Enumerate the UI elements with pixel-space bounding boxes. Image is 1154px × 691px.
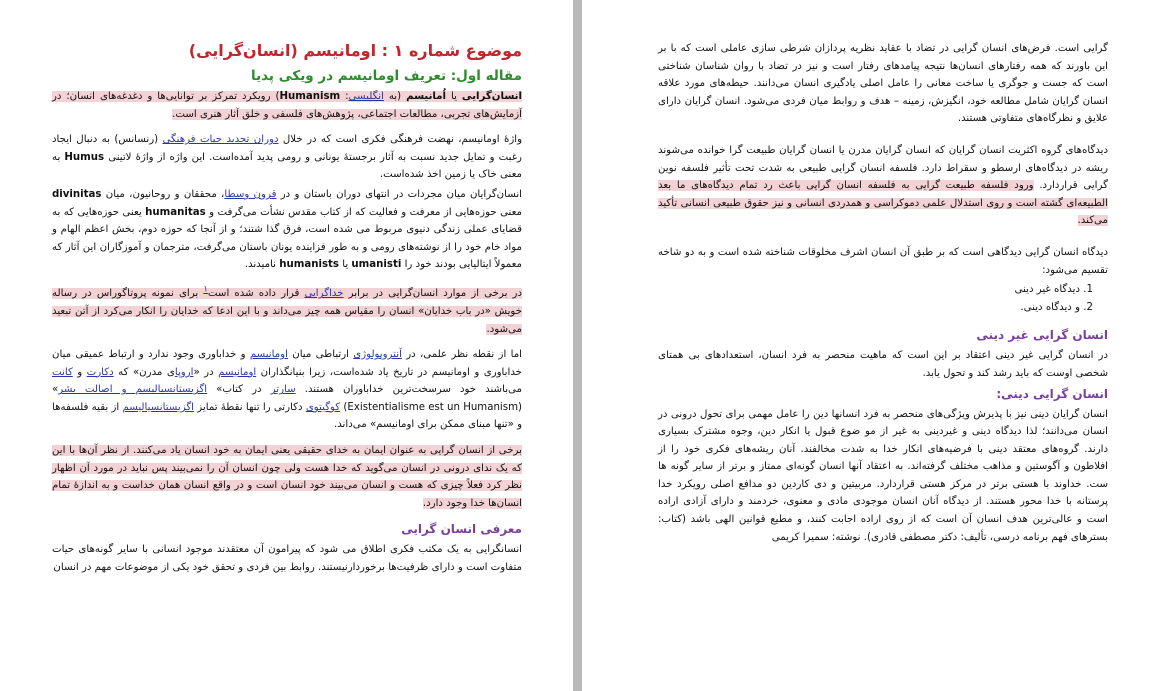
link-europe[interactable]: اروپا	[174, 366, 194, 378]
term-humanitas: humanitas	[145, 206, 206, 218]
text-run: از بقیه فلسفه‌ها و «تنها مبنای ممکن برای اومانیسم» می‌داند.	[52, 401, 522, 431]
paragraph-faith	[52, 442, 522, 512]
text-run: و خداباوری وجود ندارد و ارتباط عمیقی میان خداباوری و اومانیسم در تاریخ یاد شده‌است، زیرا بنیانگذاران	[52, 349, 522, 378]
document-page-left	[0, 0, 573, 691]
right-page-content	[658, 40, 1108, 554]
paragraph-definition	[52, 88, 522, 123]
term-humus: Humus	[64, 151, 105, 163]
text-run: ارتباطی میان	[287, 349, 354, 361]
paragraph-intro: انسانگرایی به یک مکتب فکری اطلاق می شود که پیرامون آن معتقدند موجود انسانی با سایر گونه‌های حیات متفاوت است و دارای ظرفیت‌ها برخوردارنیستند. روابط بین فردی و تحقق خود یکی از موضوعات مهم در انسان	[52, 544, 522, 574]
paragraph-history	[52, 186, 522, 274]
text-run: دکارتی را تنها نقطهٔ تمایز	[194, 401, 306, 413]
paragraph-non-religious: در انسان گرایی غیر دینی اعتقاد بر این است که ماهیت منحصر به فرد انسان، استعدادهای بی همتای شخصی اوست که باید رشد کند و تحول یابد.	[658, 350, 1108, 379]
branches-list	[658, 281, 1108, 316]
left-page-content	[52, 40, 522, 585]
paragraph-theism	[52, 282, 522, 338]
link-descartes[interactable]: دکارت	[86, 366, 114, 378]
text-run: واژهٔ اومانیسم، نهضت فرهنگی فکری است که در خلال	[278, 134, 522, 146]
page-gap	[573, 0, 582, 691]
link-anthropology[interactable]: آنتروپولوژی	[353, 349, 402, 361]
text-run: دیدگاه‌های گروه اکثریت انسان گرایان که انسان گرایان مدرن یا انسان گرایان طبیعت گرا خوانده می‌شوند ریشه در دیدگاه‌های ارسطو و سقراط دارد. فلسفه انسان گرایی طبیعی به شدت تحت تأثیر فلسفه نوین گرایی قراردارد.	[658, 144, 1108, 192]
term-divinitas: divinitas	[52, 188, 102, 200]
term-humanists: humanists	[279, 259, 339, 271]
text-run: در کتاب»	[207, 384, 271, 396]
text-run: (رنسانس) به دنبال ایجاد رغبت و تمایل جدید نسبت به آثار برجستهٔ یونانی و رومی پدید آمده‌است. این واژه از واژهٔ لاتینی	[52, 134, 522, 163]
term-umanisti: umanisti	[351, 259, 402, 271]
link-cogito[interactable]: کوگیتوی	[305, 401, 341, 413]
link-kant[interactable]: کانت	[52, 366, 73, 378]
link-humanism-1[interactable]: اومانیسم	[249, 349, 288, 361]
link-existentialism[interactable]: اگزیستانسیالیسم	[122, 401, 195, 413]
link-existentialism-book[interactable]: اگزیستانسیالیسم و اصالت بشر	[58, 384, 208, 396]
paragraph-modern-humanists	[658, 142, 1108, 230]
text-run: نامیدند.	[244, 259, 280, 271]
text-run: یعنی حوزه‌هایی که به قضایای عملی زندگی دنیوی مربوط می شده است، فرق گذا شتند؛ و از آنجا که حوزه دوم، بخش اعظم الهام و مواد خام خود را از نوشته‌های رومی و به طور فزاینده یونان باستان می‌گرفت، مترجمان و آموزگاران این آثار که معمولاً ایتالیایی بودند خود را	[52, 206, 522, 271]
text-run: اما از نقطه نظر علمی، در	[401, 349, 522, 361]
text-run: » (Existentialisme est un Humanism)	[52, 384, 522, 413]
paragraph-etymology	[52, 131, 522, 184]
link-humanism-2[interactable]: اومانیسم	[218, 366, 257, 378]
link-sartre[interactable]: سارتر	[270, 384, 296, 396]
paragraph-scientific-view	[52, 346, 522, 434]
text-run: در برخی از موارد انسان‌گرایی در برابر	[343, 288, 523, 300]
document-title: موضوع شماره ۱ : اومانیسم (انسان‌گرایی)	[188, 41, 522, 60]
list-item: 1. دیدگاه غیر دینی	[658, 281, 1080, 299]
term-humanism-fa: انسان‌گرایی	[461, 91, 522, 102]
paragraph-religious: انسان گرایان دینی نیز با پذیرش ویژگی‌های منحصر به فرد انسانها دین را عامل مهمی برای تحول درونی در انسان می‌دانند؛ لذا دیدگاه دینی و غیردینی به غیر از مو ضوع قبول یا انکار دین، وجوه مشترک بسیاری دارند. گروه‌های معتقد دینی با فرضیه‌های انکار خدا به شدت مخالفند. آنان ریشه‌های فکری خود را از افلاطون و آگوستین و مذاهب مختلف گرفته‌اند. به اعتقاد آنها انسان گونه‌ای ممتاز و برتر از سایر گونه ها ست. خداوند با هستی برتر در مرکز هستی قراردارد. مربیتین و دی کاردین دو مدافع اصلی رویکرد خدا پرستانه با خدا محور هستند. از دیدگاه آنان انسان موجودی مادی و معنوی، خردمند و دارای آزادی اراده است و عالی‌ترین هدف انسان آن است که از روی اراده اجابت کنند، و مطیع قوانین الهی باشد (کتاب: بسترهای فهم برنامه درسی، تألیف: دکتر مصطفی قادری). نوشته: سمیرا کریمی	[658, 408, 1108, 543]
paragraph-two-branches: دیدگاه انسان گرایی دیدگاهی است که بر طبق آن انسان اشرف مخلوقات شناخته شده است و به دو شاخه تقسیم می‌شود:	[658, 246, 1108, 276]
text-run: می‌باشند خود سرسخت‌ترین خداباوران هستند.	[295, 384, 522, 396]
term-omanism: اُمانیسم	[406, 91, 447, 102]
text-run: ی مدرن» که	[113, 366, 175, 378]
highlighted-text: ورود فلسفه طبیعت گرایی به فلسفه انسان گرایی باعث رد تمام دیدگاه‌های ما بعد الطبیعه‌ای گشته است و روی استدلال علمی دموکراسی و همدردی انسانی و نیز حقوق طبیعی انسانی تأکید می‌کند.	[658, 180, 1108, 227]
text-run: به معنی خاک یا زمین اخذ شده‌است.	[52, 151, 522, 181]
link-theism[interactable]: خداگرایی	[304, 288, 344, 300]
section-heading-intro: معرفی انسان گرایی	[401, 522, 522, 537]
footnote-link[interactable]: ۱	[203, 284, 208, 295]
text-run: و	[72, 366, 87, 378]
heading-religious: انسان گرایی دینی:	[996, 386, 1108, 401]
link-english[interactable]: انگلیسی	[348, 91, 384, 102]
link-renaissance[interactable]: دوران تجدید حیات فرهنگی	[162, 134, 279, 146]
text-run: انسان‌گرایان میان مجردات در انتهای دوران باستان و در	[276, 188, 523, 200]
text-run: ، محققان و روحانیون، میان	[101, 188, 225, 200]
text-run: برای نمونه پروتاگوراس در رساله خویش «در باب خدایان» انسان را مقیاس همه چیز می‌داند و با این ادعا که خدایان را انکار می‌کرد از آتن تبعید می‌شود.	[52, 288, 522, 335]
text-run: یا	[446, 91, 462, 102]
document-page-right	[582, 0, 1154, 691]
text-run: در «	[193, 366, 219, 378]
text-run: ) رویکرد تمرکز بر توانایی‌ها و دغدغه‌های انسان؛ در آزمایش‌های تجربی، مطالعات اجتماعی، پژوهش‌های فلسفی و خلق آثار هنری است.	[52, 91, 522, 120]
paragraph-assumptions: گرایی است. فرض‌های انسان گرایی در تضاد با عقاید نظریه پردازان شرطی سازی عاملی است که با بر این باورند که همه رفتارهای انسان‌ها نتیجه پیامدهای رفتار است و نیز در تضاد با روان شناسان شناختی است که جست و جوگری یا ساخت معانی را عامل اصلی یادگیری انسان می‌دانند. حیطه‌های مورد علاقه انسان گرایان شامل مطالعه خود، انگیزش، زمینه – هدف و روابط میان فردی می‌شود. انسان گرایان دارای علایق و نظرگاه‌های متفاوتی هستند.	[658, 43, 1108, 125]
link-middle-ages[interactable]: قرون وسطا	[224, 188, 277, 200]
text-run: معنی حوزه‌هایی از معرفت و فعالیت که از کتاب مقدس نشأت می‌گرفت و	[205, 206, 522, 218]
term-humanism-en: Humanism	[279, 91, 341, 102]
text-run: قرار داده شده است	[207, 288, 305, 300]
heading-non-religious: انسان گرایی غیر دینی	[976, 328, 1108, 343]
list-item: 2. و دیدگاه دینی.	[658, 299, 1080, 317]
text-run: یا	[339, 259, 352, 271]
highlighted-text: برخی از انسان گرایی به عنوان ایمان به خدای حقیقی یعنی ایمان به خود انسان یاد می‌کنند. از نظر آن‌ها با این که یک ندای درونی در انسان می‌گوید که خدا هست ولی چون انسان آن را نمی‌بیند پس نباید در مورد آن اظهار نظر کرد فعلاً چیزی که هست و انسان می‌بیند خود انسان است و در واقع انسان همان خداست و به اندازهٔ تمام انسان‌ها خدا وجود دارد.	[52, 445, 522, 509]
text-run: :	[340, 91, 349, 102]
article-subtitle: مقاله اول: تعریف اومانیسم در ویکی پدیا	[251, 68, 522, 84]
text-run: (به	[383, 91, 407, 102]
